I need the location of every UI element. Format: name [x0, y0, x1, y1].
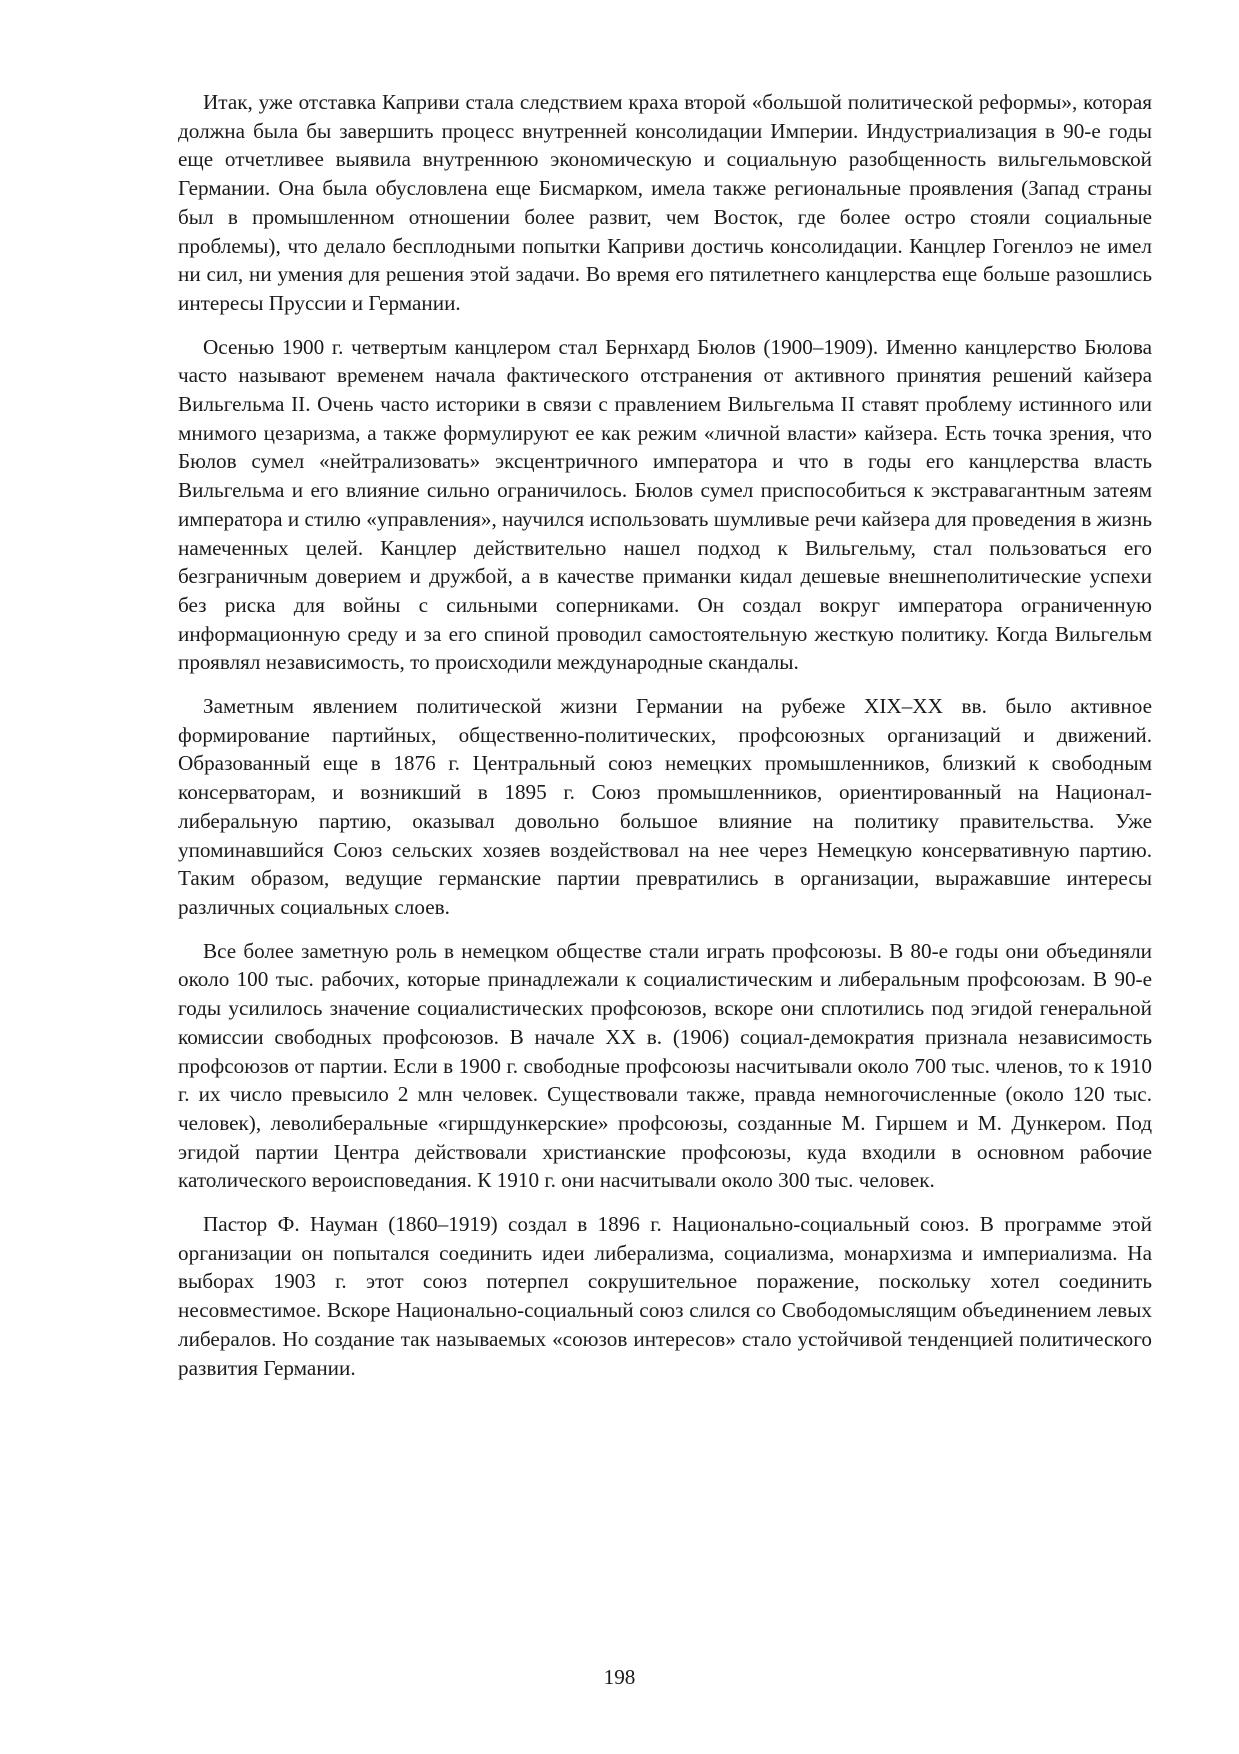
paragraph-party-organizations: Заметным явлением политической жизни Германии на рубеже XIX–XX вв. было активное формирование партийных, общественно-политических, профсоюзных организаций и движений. Образованный еще в 1876 г. Центральный союз немецких промышленников, близкий к свободным консерваторам, и возникший в 1895 г. Союз промышленников, ориентированный на Национал-либеральную партию, оказывал довольно большое влияние на политику правительства. Уже упоминавшийся Союз сельских хозяев воздействовал на нее через Немецкую консервативную партию. Таким образом, ведущие германские партии превратились в организации, выражавшие интересы различных социальных слоев. [178, 694, 1152, 919]
paragraph-bulow-chancellorship: Осенью 1900 г. четвертым канцлером стал Бернхард Бюлов (1900–1909). Именно канцлерство Бюлова часто называют временем начала фактического отстранения от активного принятия решений кайзера Вильгельма II. Очень часто историки в связи с правлением Вильгельма II ставят проблему истинного или мнимого цезаризма, а также формулируют ее как режим «личной власти» кайзера. Есть точка зрения, что Бюлов сумел «нейтрализовать» эксцентричного императора и что в годы его канцлерства власть Вильгельма и его влияние сильно ограничилось. Бюлов сумел приспособиться к экстравагантным затеям императора и стилю «управления», научился использовать шумливые речи кайзера для проведения в жизнь намеченных целей. Канцлер действительно нашел подход к Вильгельму, стал пользоваться его безграничным доверием и дружбой, а в качестве приманки кидал дешевые внешнеполитические успехи без риска для войны с сильными соперниками. Он создал вокруг императора ограниченную информационную среду и за его спиной проводил самостоятельную жесткую политику. Когда Вильгельм проявлял независимость, то происходили международные скандалы. [178, 334, 1152, 675]
paragraph-naumann-union: Пастор Ф. Науман (1860–1919) создал в 1896 г. Национально-социальный союз. В программе этой организации он попытался соединить идеи либерализма, социализма, монархизма и империализма. На выборах 1903 г. этот союз потерпел сокрушительное поражение, поскольку хотел соединить несовместимое. Вскоре Национально-социальный союз слился со Свободомыслящим объединением левых либералов. Но создание так называемых «союзов интересов» стало устойчивой тенденцией политического развития Германии. [178, 1212, 1152, 1380]
page-number: 198 [603, 1665, 636, 1689]
paragraph-trade-unions: Все более заметную роль в немецком обществе стали играть профсоюзы. В 80-е годы они объединяли около 100 тыс. рабочих, которые принадлежали к социалистическим и либеральным профсоюзам. В 90-е годы усилилось значение социалистических профсоюзов, вскоре они сплотились под эгидой генеральной комиссии свободных профсоюзов. В начале XX в. (1906) социал-демократия признала независимость профсоюзов от партии. Если в 1900 г. свободные профсоюзы насчитывали около 700 тыс. членов, то к 1910 г. их число превысило 2 млн человек. Существовали также, правда немногочисленные (около 120 тыс. человек), леволиберальные «гиршдункерские» профсоюзы, созданные М. Гиршем и М. Дункером. Под эгидой партии Центра действовали христианские профсоюзы, куда входили в основном рабочие католического вероисповедания. К 1910 г. они насчитывали около 300 тыс. человек. [178, 938, 1152, 1193]
page-body [178, 88, 1152, 1397]
paragraph-caprivi-resignation: Итак, уже отставка Каприви стала следствием краха второй «большой политической реформы», которая должна была бы завершить процесс внутренней консолидации Империи. Индустриализация в 90-е годы еще отчетливее выявила внутреннюю экономическую и социальную разобщенность вильгельмовской Германии. Она была обусловлена еще Бисмарком, имела также региональные проявления (Запад страны был в промышленном отношении более развит, чем Восток, где более остро стояли социальные проблемы), что делало бесплодными попытки Каприви достичь консолидации. Канцлер Гогенлоэ не имел ни сил, ни умения для решения этой задачи. Во время его пятилетнего канцлерства еще больше разошлись интересы Пруссии и Германии. [178, 90, 1152, 315]
